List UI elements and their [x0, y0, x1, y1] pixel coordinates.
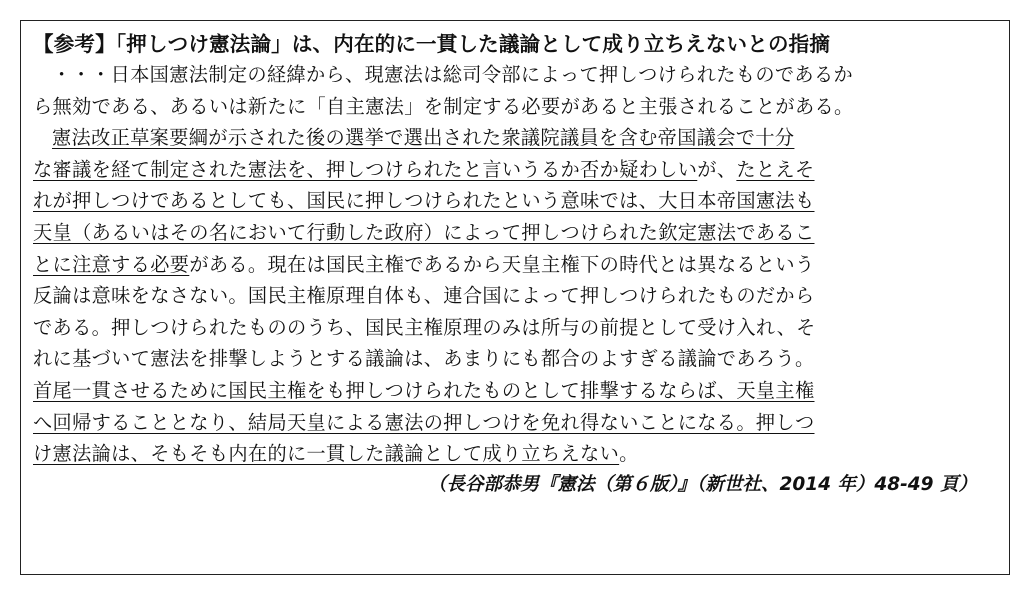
text-line	[33, 280, 997, 312]
text-line	[33, 91, 997, 123]
underlined-text: 天皇（あるいはその名において行動した政府）によって押しつけられた欽定憲法であるこ	[33, 220, 815, 244]
underlined-text: 憲法改正草案要綱が示された後の選挙で選出された衆議院議員を含む帝国議会で十分	[52, 126, 795, 150]
underlined-text: 首尾一貫させるために国民主権をも押しつけられたものとして排撃するならば、天皇主権	[33, 378, 815, 402]
text-segment: がある。現在は国民主権であるから天皇主権下の時代とは異なるという	[189, 252, 815, 276]
underlined-text: な審議を経て制定された憲法を、押しつけられたと言いうるか否か疑わしい	[33, 157, 698, 181]
underlined-text: へ回帰することとなり、結局天皇による憲法の押しつけを免れ得ないことになる。押しつ	[33, 410, 815, 434]
underlined-text: たとえそ	[736, 157, 815, 181]
underlined-text: け憲法論は、そもそも内在的に一貫した議論として成り立ちえない	[33, 442, 620, 466]
quote-box	[20, 20, 1010, 575]
text-segment: 反論は意味をなさない。国民主権原理自体も、連合国によって押しつけられたものだから	[33, 284, 815, 308]
text-line	[33, 407, 997, 439]
text-line	[33, 312, 997, 344]
citation: （長谷部恭男『憲法（第６版）』（新世社、2014 年）48-49 頁）	[427, 473, 977, 495]
text-line	[33, 438, 997, 470]
text-line	[33, 185, 997, 217]
quote-body	[33, 59, 997, 470]
text-line	[33, 59, 997, 91]
text-line	[33, 217, 997, 249]
text-line	[33, 343, 997, 375]
box-title: 【参考】「押しつけ憲法論」は、内在的に一貫した議論として成り立ちえないとの指摘	[33, 32, 831, 56]
text-line	[33, 375, 997, 407]
text-segment: である。押しつけられたもののうち、国民主権原理のみは所与の前提として受け入れ、そ	[33, 315, 816, 339]
text-line	[33, 122, 997, 154]
text-segment: が、	[697, 157, 737, 181]
text-segment: れに基づいて憲法を排撃しようとする議論は、あまりにも都合のよすぎる議論であろう。	[33, 347, 815, 371]
underlined-text: れが押しつけであるとしても、国民に押しつけられたという意味では、大日本帝国憲法も	[33, 189, 815, 213]
underlined-text: とに注意する必要	[33, 252, 190, 276]
text-segment: ら無効である、あるいは新たに「自主憲法」を制定する必要があると主張されることがある。	[33, 94, 854, 118]
text-segment: 。	[619, 442, 639, 466]
text-line	[33, 249, 997, 281]
text-segment: ・・・日本国憲法制定の経緯から、現憲法は総司令部によって押しつけられたものであるか	[52, 63, 854, 86]
text-line	[33, 154, 997, 186]
